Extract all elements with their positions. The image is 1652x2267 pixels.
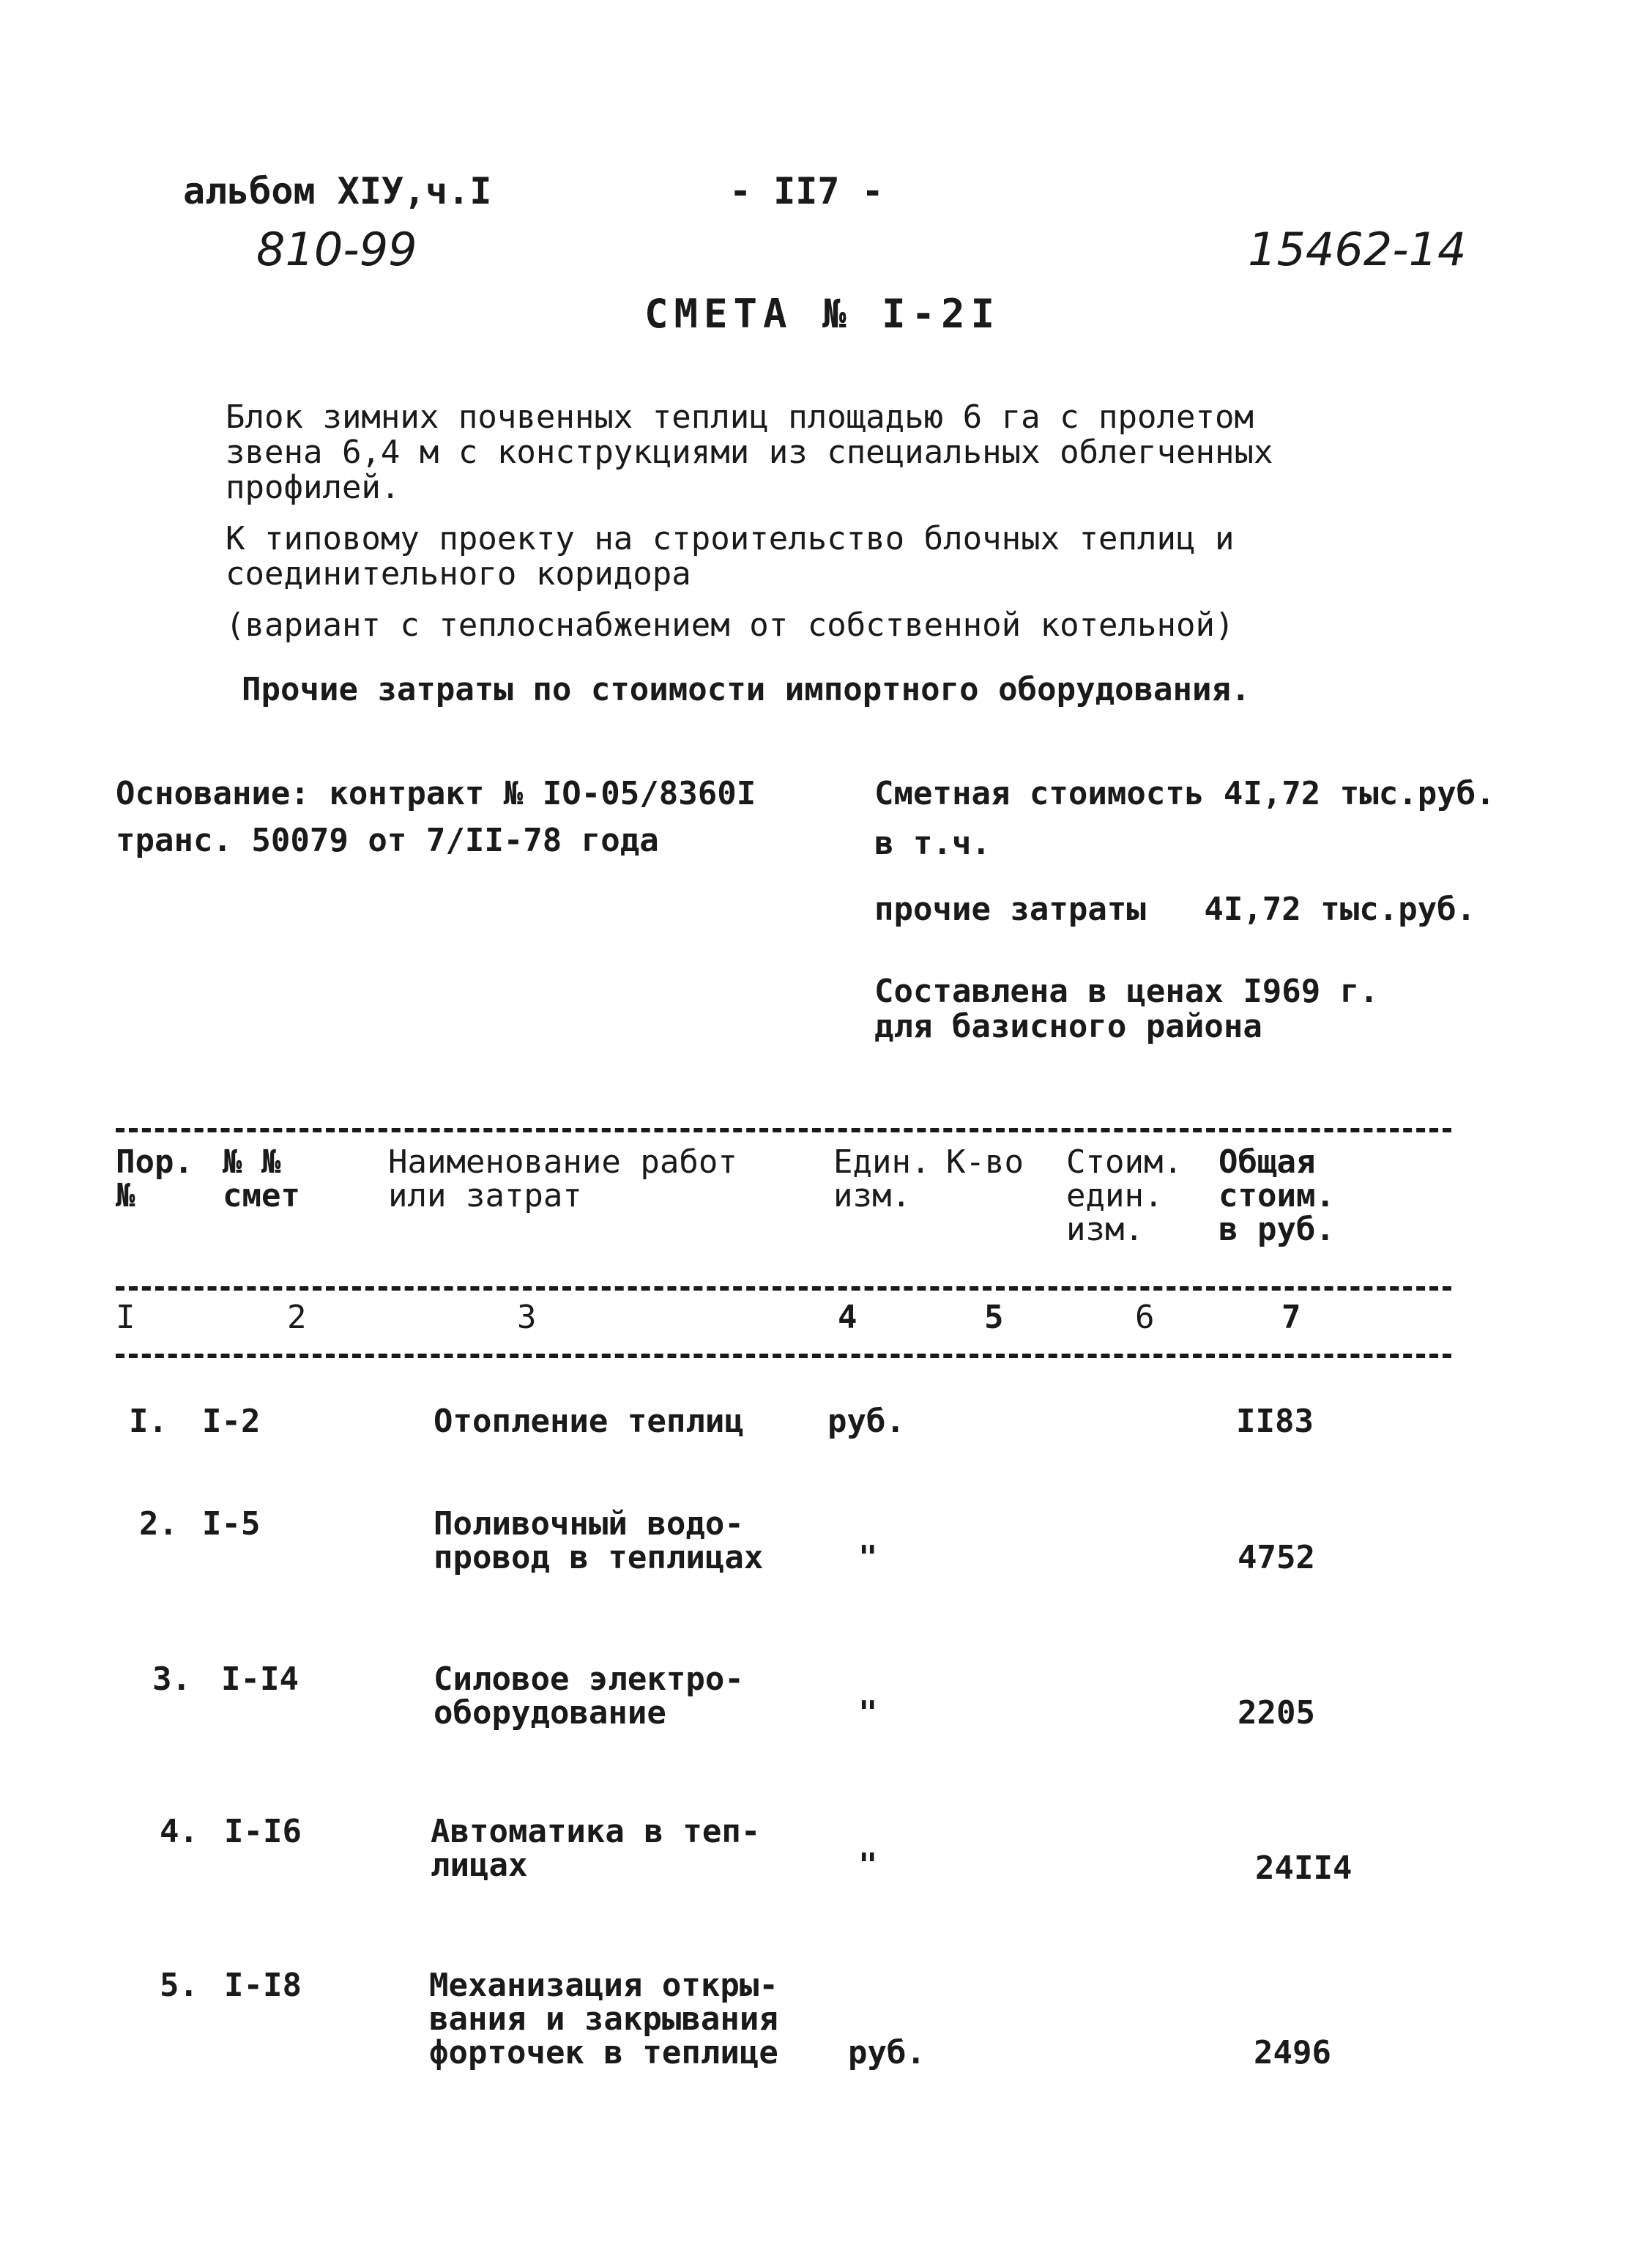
row-work-name: Отопление теплиц xyxy=(434,1403,744,1440)
row-estimate: I-I6 xyxy=(224,1813,302,1850)
including-label: в т.ч. xyxy=(874,825,991,862)
table-rule-columns xyxy=(116,1354,1451,1358)
base-region: для базисного района xyxy=(874,1008,1262,1045)
column-number: 5 xyxy=(984,1299,1004,1336)
row-unit: " xyxy=(858,1539,878,1576)
column-number: 7 xyxy=(1281,1299,1301,1336)
row-unit: руб. xyxy=(848,2034,926,2071)
description-line: К типовому проекту на строительство блочных теплиц и xyxy=(226,520,1235,557)
description-variant: (вариант с теплоснабжением от собственной котельной) xyxy=(226,606,1235,644)
column-number: 3 xyxy=(517,1299,537,1336)
prices-year: Составлена в ценах I969 г. xyxy=(874,973,1379,1010)
document-title: СМЕТА № I-2I xyxy=(644,291,1001,337)
row-total: 2205 xyxy=(1238,1694,1315,1732)
header-unit-cost: Стоим. един. изм. xyxy=(1066,1143,1183,1248)
header-estimate-numbers: № № смет xyxy=(223,1143,300,1214)
description-line: Блок зимних почвенных теплиц площадью 6 га с пролетом xyxy=(226,398,1254,436)
column-number: 6 xyxy=(1135,1299,1155,1336)
row-estimate: I-I8 xyxy=(224,1967,302,2004)
basis-contract: Основание: контракт № IO-05/8360I xyxy=(116,775,756,812)
header-unit: Един. изм. xyxy=(833,1143,931,1214)
header-total-cost: Общая стоим. в руб. xyxy=(1218,1143,1335,1248)
basis-transport: транс. 50079 от 7/II-78 года xyxy=(116,822,659,859)
other-expenses: прочие затраты 4I,72 тыс.руб. xyxy=(874,891,1476,928)
row-total: 2496 xyxy=(1254,2034,1331,2071)
album-reference: альбом ХIУ,ч.I xyxy=(183,170,492,212)
description-expenses: Прочие затраты по стоимости импортного оборудования. xyxy=(242,671,1251,708)
estimated-cost: Сметная стоимость 4I,72 тыс.руб. xyxy=(874,775,1495,812)
row-number: 4. xyxy=(160,1813,198,1850)
row-total: II83 xyxy=(1236,1403,1314,1440)
row-unit: " xyxy=(858,1694,878,1732)
row-number: 3. xyxy=(152,1661,191,1698)
column-number: 4 xyxy=(838,1299,857,1336)
page-number: - II7 - xyxy=(729,170,884,212)
row-estimate: I-I4 xyxy=(221,1661,299,1698)
column-number: I xyxy=(116,1299,135,1336)
row-work-name: Автоматика в теп- лицах xyxy=(431,1813,761,1884)
column-number: 2 xyxy=(287,1299,307,1336)
header-quantity: К-во xyxy=(946,1143,1024,1181)
row-estimate: I-5 xyxy=(202,1505,261,1543)
handwritten-code-right: 15462-14 xyxy=(1248,223,1467,276)
table-rule-header xyxy=(116,1286,1451,1291)
table-rule-top xyxy=(116,1128,1451,1132)
row-work-name: Силовое электро- оборудование xyxy=(434,1661,744,1732)
row-number: I. xyxy=(129,1403,168,1440)
row-unit: " xyxy=(858,1847,878,1884)
header-work-name: Наименование работ или затрат xyxy=(388,1143,737,1214)
row-work-name: Механизация откры- вания и закрывания форточек в теплице xyxy=(429,1967,778,2071)
header-order-number: Пор. № xyxy=(116,1143,193,1214)
description-line: профилей. xyxy=(226,469,401,506)
row-number: 5. xyxy=(160,1967,198,2004)
row-work-name: Поливочный водо- провод в теплицах xyxy=(434,1505,764,1576)
description-line: соединительного коридора xyxy=(226,555,691,593)
handwritten-code-left: 810-99 xyxy=(256,223,417,276)
description-line: звена 6,4 м с конструкциями из специальных облегченных xyxy=(226,434,1273,471)
row-estimate: I-2 xyxy=(202,1403,261,1440)
row-total: 24II4 xyxy=(1255,1849,1353,1887)
row-total: 4752 xyxy=(1238,1539,1315,1576)
row-number: 2. xyxy=(139,1505,178,1543)
row-unit: руб. xyxy=(827,1403,905,1440)
